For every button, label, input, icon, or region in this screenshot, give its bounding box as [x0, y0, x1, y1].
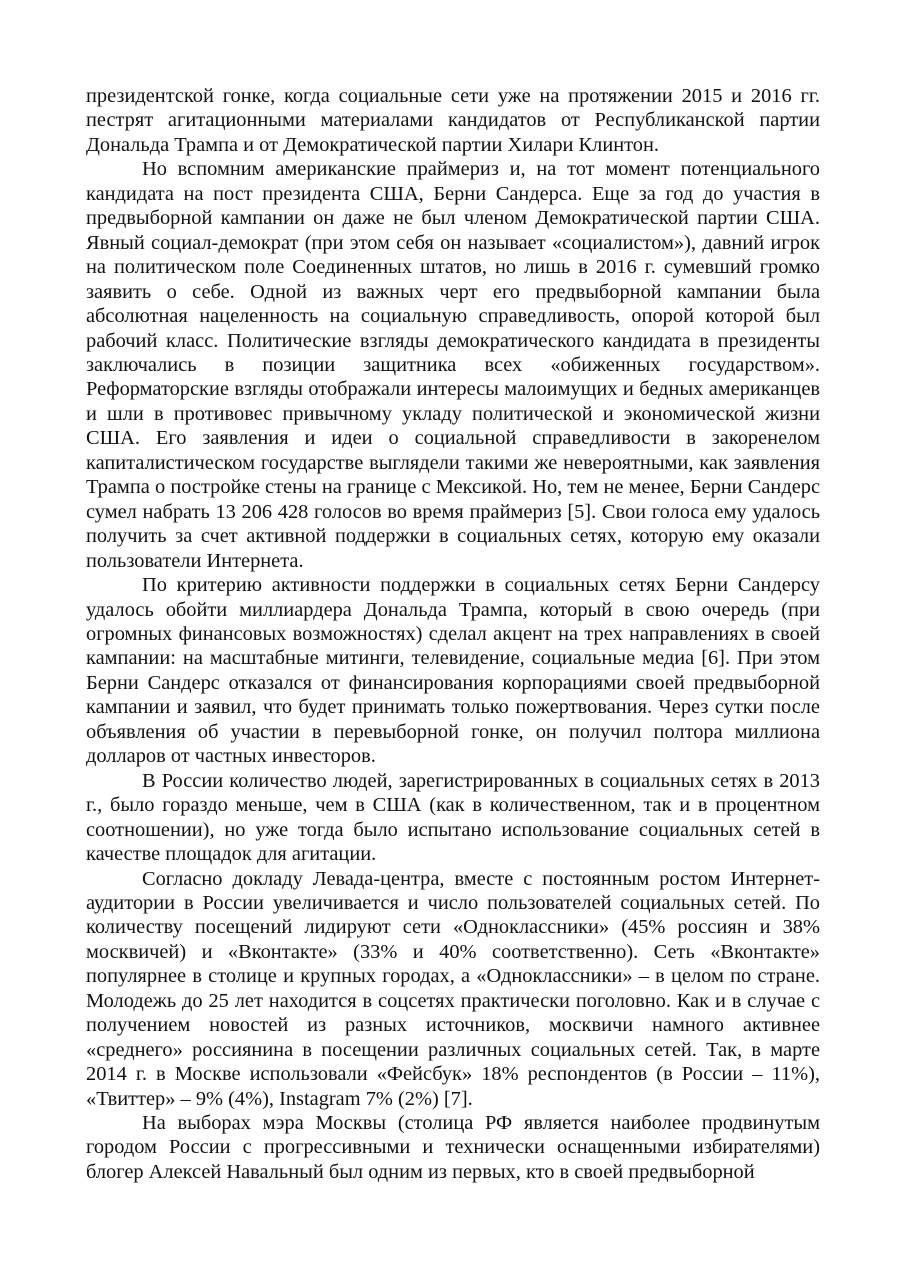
paragraph-6: На выборах мэра Москвы (столица РФ является наиболее продвинутым городом России с прогрессивными и технически оснащенными избирателями) блогер Алексей Навальный был одним из первых, кто в своей предвыборной	[86, 1112, 820, 1183]
document-page	[86, 84, 820, 1184]
paragraph-3: По критерию активности поддержки в социальных сетях Берни Сандерсу удалось обойти миллиардера Дональда Трампа, который в свою очередь (при огромных финансовых возможностях) сделал акцент на трех направлениях в своей кампании: на масштабные митинги, телевидение, социальные медиа [6]. При этом Берни Сандерс отказался от финансирования корпорациями своей предвыборной кампании и заявил, что будет принимать только пожертвования. Через сутки после объявления об участии в перевыборной гонке, он получил полтора миллиона долларов от частных инвесторов.	[86, 574, 820, 768]
paragraph-5: Согласно докладу Левада-центра, вместе с постоянным ростом Интернет-аудитории в России увеличивается и число пользователей социальных сетей. По количеству посещений лидируют сети «Одноклассники» (45% россиян и 38% москвичей) и «Вконтакте» (33% и 40% соответственно). Сеть «Вконтакте» популярнее в столице и крупных городах, а «Одноклассники» – в целом по стране. Молодежь до 25 лет находится в соцсетях практически поголовно. Как и в случае с получением новостей из разных источников, москвичи намного активнее «среднего» россиянина в посещении различных социальных сетей. Так, в марте 2014 г. в Москве использовали «Фейсбук» 18% респондентов (в России – 11%), «Твиттер» – 9% (4%), Instagram 7% (2%) [7].	[86, 867, 820, 1110]
paragraph-4: В России количество людей, зарегистрированных в социальных сетях в 2013 г., было гораздо меньше, чем в США (как в количественном, так и в процентном соотношении), но уже тогда было испытано использование социальных сетей в качестве площадок для агитации.	[86, 769, 820, 866]
paragraph-1: президентской гонке, когда социальные сети уже на протяжении 2015 и 2016 гг. пестрят агитационными материалами кандидатов от Республиканской партии Дональда Трампа и от Демократической партии Хилари Клинтон.	[86, 85, 820, 156]
paragraph-2: Но вспомним американские праймериз и, на тот момент потенциального кандидата на пост президента США, Берни Сандерса. Еще за год до участия в предвыборной кампании он даже не был членом Демократической партии США. Явный социал-демократ (при этом себя он называет «социалистом»), давний игрок на политическом поле Соединенных штатов, но лишь в 2016 г. сумевший громко заявить о себе. Одной из важных черт его предвыборной кампании была абсолютная нацеленность на социальную справедливость, опорой которой был рабочий класс. Политические взгляды демократического кандидата в президенты заключались в позиции защитника всех «обиженных государством». Реформаторские взгляды отображали интересы малоимущих и бедных американцев и шли в противовес привычному укладу политической и экономической жизни США. Его заявления и идеи о социальной справедливости в закоренелом капиталистическом государстве выглядели такими же невероятными, как заявления Трампа о постройке стены на границе с Мексикой. Но, тем не менее, Берни Сандерс сумел набрать 13 206 428 голосов во время праймериз [5]. Свои голоса ему удалось получить за счет активной поддержки в социальных сетях, которую ему оказали пользователи Интернета.	[86, 158, 820, 572]
